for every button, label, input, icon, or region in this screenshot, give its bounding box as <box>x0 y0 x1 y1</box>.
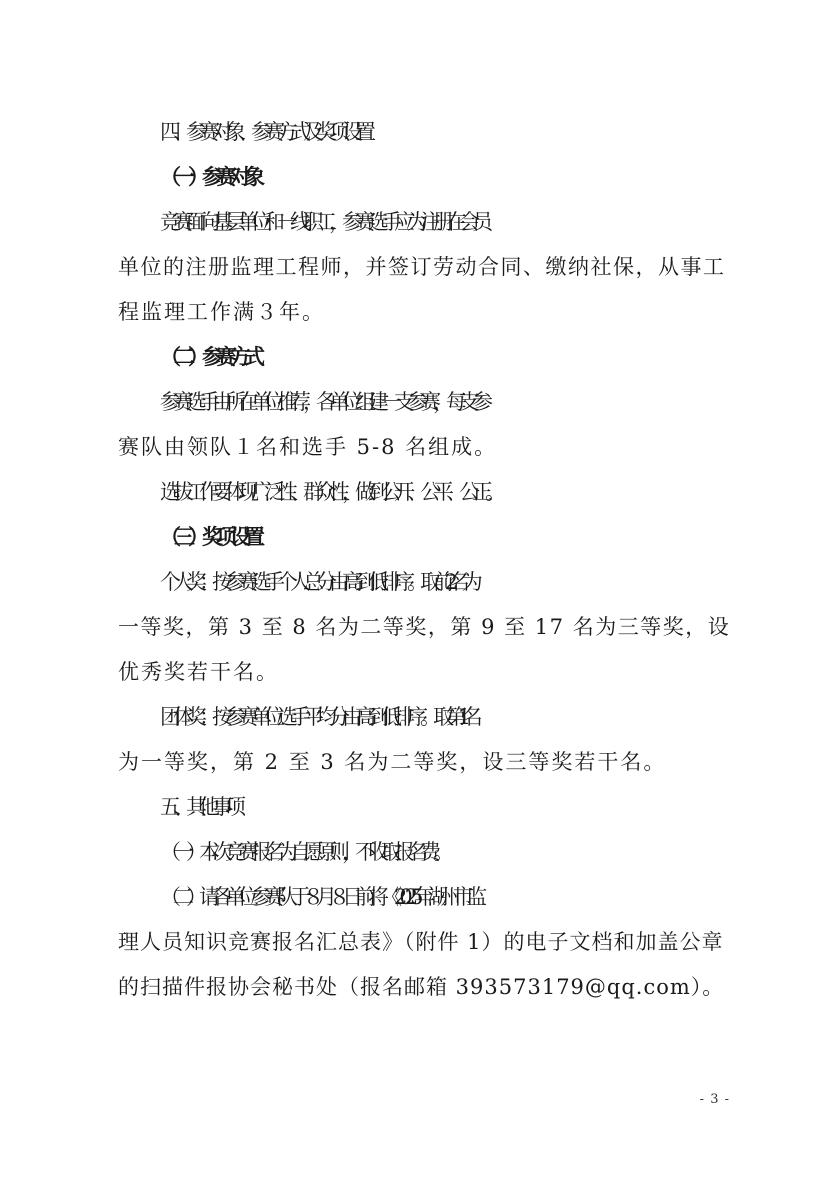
paragraph-line: 理人员知识竞赛报名汇总表》（附件 1）的电子文档和加盖公章 <box>118 930 724 954</box>
paragraph-line: 单位的注册监理工程师，并签订劳动合同、缴纳社保，从事工 <box>118 255 726 279</box>
paragraph-line: 为一等奖，第 2 至 3 名为二等奖，设三等奖若干名。 <box>118 750 667 774</box>
paragraph-line: 优秀奖若干名。 <box>118 660 279 684</box>
page-number: - 3 - <box>699 1092 730 1107</box>
paragraph-line: 个人奖：按参赛选手个人总分由高到低排序。取前 2 名为 <box>160 570 475 594</box>
section-4-heading: 四、参赛对象、参赛方式及奖项设置 <box>160 120 368 144</box>
paragraph-line: 选拔工作要体现广泛性、群众性，做到公开、公平、公正。 <box>160 480 498 504</box>
paragraph-line: 竞赛面向基层单位和一线职工，参赛选手应为注册在会员 <box>160 210 485 234</box>
paragraph-line: （二）请各单位参赛队于８月８日前将《2025 年湖州市监 <box>160 885 480 909</box>
subsection-method-title: （二）参赛方式 <box>160 345 258 369</box>
subsection-participants-title: （一）参赛对象 <box>160 165 258 189</box>
paragraph-line: 程监理工作满３年。 <box>118 300 325 324</box>
paragraph-line: 一等奖，第 3 至 8 名为二等奖，第 9 至 17 名为三等奖，设 <box>118 615 731 639</box>
paragraph-line: 团体奖：按参赛单位选手平均分由高到低排序。取第 1 名 <box>160 705 475 729</box>
paragraph-line: 参赛选手由所在单位推荐，各单位组建一支参赛，每支参 <box>160 390 485 414</box>
paragraph-line: 赛队由领队１名和选手 5-8 名组成。 <box>118 435 498 459</box>
paragraph-line: （一）本次竞赛报名为自愿原则，不收取报名费。 <box>160 840 446 864</box>
paragraph-line: 的扫描件报协会秘书处（报名邮箱 393573179@qq.com）。 <box>118 975 725 999</box>
section-5-heading: 五、其他事项 <box>160 795 238 819</box>
subsection-awards-title: （三）奖项设置 <box>160 525 258 549</box>
